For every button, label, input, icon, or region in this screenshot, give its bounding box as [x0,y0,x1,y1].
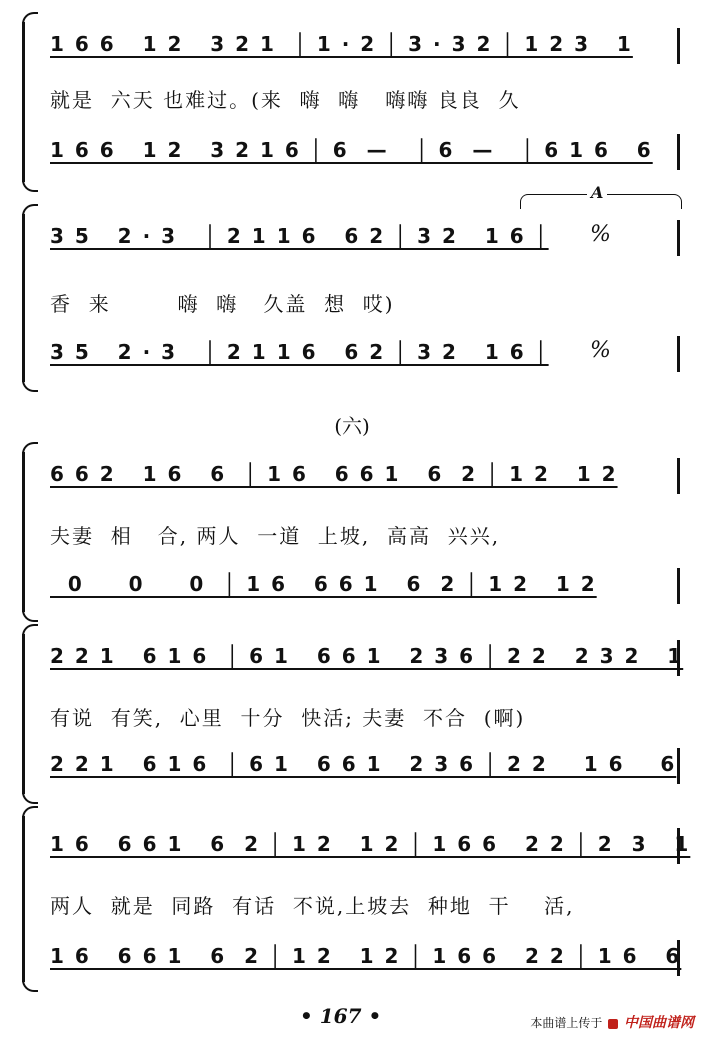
lyrics-row [40,284,680,320]
site-logo-icon [608,1019,618,1029]
melody-notes: 6 6 2 1 6 6 │ 1 6 6 6 1 6 2 │ 1 2 1 2 [50,462,618,486]
end-barline [677,458,680,494]
end-barline [677,134,680,170]
lyrics-text: 就是 六天 也难过。(来 嗨 嗨 嗨嗨 良良 久 [50,88,521,112]
accompaniment-notes: 1 6 6 6 1 6 2 │ 1 2 1 2 │ 1 6 6 2 2 │ 1 6 6 [50,944,682,968]
notes-row [40,336,680,372]
end-barline [677,568,680,604]
lyrics-row [40,886,680,922]
score-system-5 [0,810,704,990]
end-barline [677,336,680,372]
accompaniment-notes: 3 5 2 · 3 │ 2 1 1 6 6 2 │ 3 2 1 6 │ [50,340,549,364]
page-number: • 167 • [300,1004,382,1028]
lyrics-text: 夫妻 相 合, 两人 一道 上坡, 高高 兴兴, [50,524,501,548]
lyrics-row [40,516,680,552]
end-barline [677,28,680,64]
lyrics-row [40,698,680,734]
score-system-2 [0,183,704,386]
notes-row [40,748,680,784]
melody-notes: 1 6 6 6 1 6 2 │ 1 2 1 2 │ 1 6 6 2 2 │ 2 3 1 [50,832,691,856]
score-system-1 [0,14,704,184]
notes-row [40,220,680,256]
a-label: A [587,183,607,202]
accompaniment-notes: 2 2 1 6 1 6 │ 6 1 6 6 1 2 3 6 │ 2 2 1 6 6 [50,752,677,776]
score-system-4 [0,628,704,798]
notes-row [40,828,691,864]
end-barline [677,640,680,676]
end-barline [677,220,680,256]
lyrics-text: 两人 就是 同路 有话 不说,上坡去 种地 干 活, [50,894,575,918]
accompaniment-notes: 0 0 0 │ 1 6 6 6 1 6 2 │ 1 2 1 2 [50,572,597,596]
notes-row [40,458,680,494]
section-title: (六) [334,414,370,438]
lyrics-text: 香 来 嗨 嗨 久盖 想 哎) [50,292,395,316]
section-a-marker [520,183,682,209]
system-bracket [22,22,35,182]
accompaniment-notes: 1 6 6 1 2 3 2 1 6 │ 6 — │ 6 — │ 6 1 6 6 [50,138,653,162]
lyrics-row [40,80,680,116]
notes-row [40,640,684,676]
melody-notes: 2 2 1 6 1 6 │ 6 1 6 6 1 2 3 6 │ 2 2 2 3 2 1 [50,644,684,668]
notes-row [40,568,680,604]
credit-prefix: 本曲谱上传于 [530,1016,603,1030]
end-barline [677,940,680,976]
score-system-3 [0,446,704,616]
end-barline [677,828,680,864]
end-barline [677,748,680,784]
lyrics-text: 有说 有笑, 心里 十分 快活; 夫妻 不合 (啊) [50,706,526,730]
notes-row [40,28,680,64]
repeat-sign: % [590,222,611,247]
notes-row [40,134,680,170]
melody-notes: 1 6 6 1 2 3 2 1 │ 1 · 2 │ 3 · 3 2 │ 1 2 3 1 [50,32,633,56]
system-bracket [22,634,35,794]
repeat-sign: % [590,338,611,363]
site-brand: 中国曲谱网 [624,1015,694,1031]
upload-credit [530,1012,694,1032]
melody-notes: 3 5 2 · 3 │ 2 1 1 6 6 2 │ 3 2 1 6 │ [50,224,549,248]
system-bracket [22,452,35,612]
system-bracket [22,214,35,382]
notes-row [40,940,680,976]
system-bracket [22,816,35,982]
